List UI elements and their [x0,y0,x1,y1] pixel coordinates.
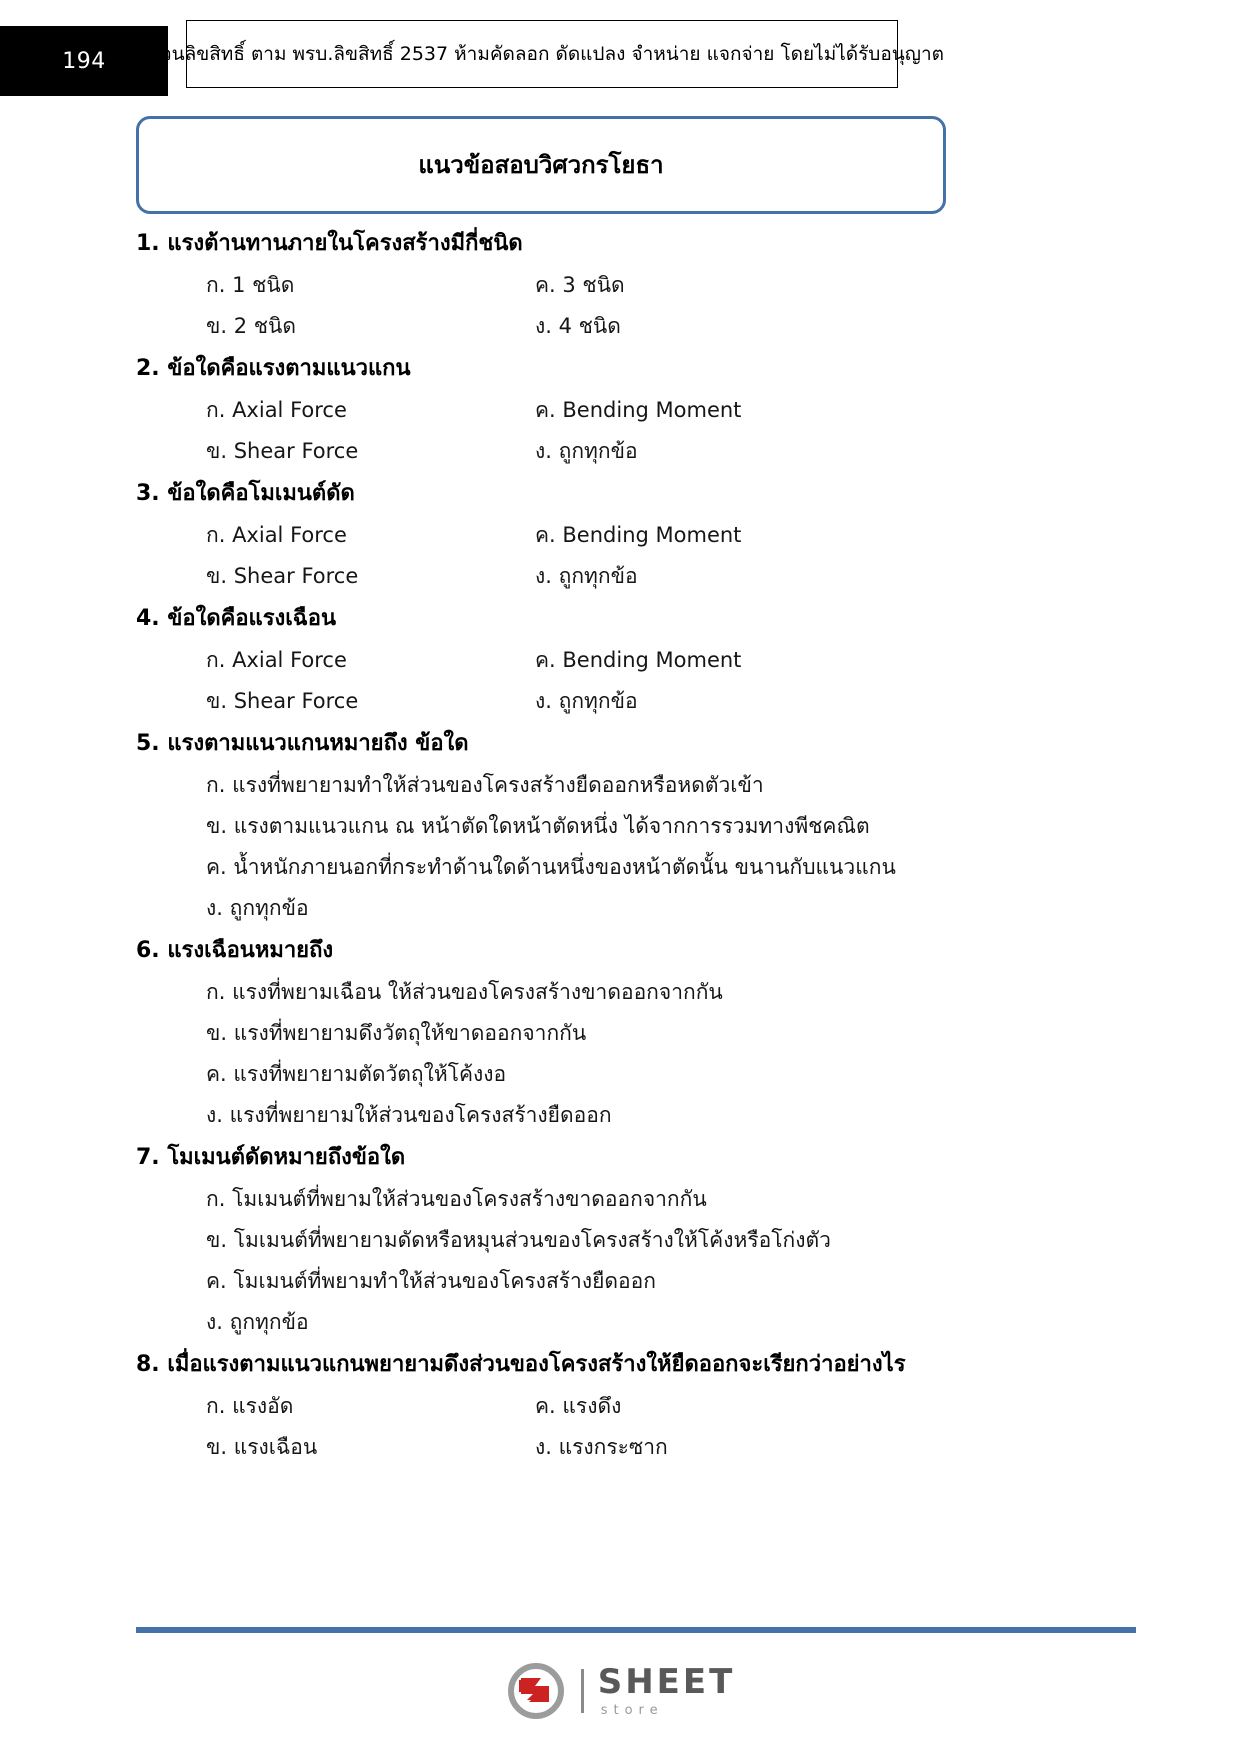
option-group [136,515,1136,597]
question-text: 1. แรงต้านทานภายในโครงสร้างมีกี่ชนิด [136,231,523,256]
page-title: แนวข้อสอบวิศวกรโยธา [418,151,664,179]
logo-wordmark [597,1662,736,1718]
logo-main-text: SHEET [597,1662,736,1702]
option-b[interactable]: ข. แรงตามแนวแกน ณ หน้าตัดใดหน้าตัดหนึ่ง ได้จากการรวมทางพีชคณิต [206,814,870,838]
copyright-notice-text: สงวนลิขสิทธิ์ ตาม พรบ.ลิขสิทธิ์ 2537 ห้ามคัดลอก ดัดแปลง จำหน่าย แจกจ่าย โดยไม่ได้รับอนุญาต [140,42,944,65]
option-c[interactable]: ค. แรงที่พยายามตัดวัตถุให้โค้งงอ [206,1062,507,1086]
option-b[interactable]: ข. Shear Force [206,564,359,588]
option-a[interactable]: ก. แรงที่พยายามทำให้ส่วนของโครงสร้างยืดออกหรือหดตัวเข้า [206,773,764,797]
option-b[interactable]: ข. แรงที่พยายามดึงวัตถุให้ขาดออกจากกัน [206,1021,587,1045]
page-number-text: 194 [62,48,106,74]
option-group [136,390,1136,472]
option-c[interactable]: ค. Bending Moment [535,648,742,672]
option-c[interactable]: ค. แรงดึง [535,1394,622,1418]
option-group [136,765,1136,929]
option-d[interactable]: ง. ถูกทุกข้อ [535,439,638,463]
option-d[interactable]: ง. ถูกทุกข้อ [206,896,309,920]
option-a[interactable]: ก. Axial Force [206,648,347,672]
option-d[interactable]: ง. แรงที่พยายามให้ส่วนของโครงสร้างยืดออก [206,1103,612,1127]
option-a[interactable]: ก. แรงอัด [206,1394,294,1418]
footer-logo [0,1660,1240,1722]
question-text: 2. ข้อใดคือแรงตามแนวแกน [136,356,411,381]
question-text: 3. ข้อใดคือโมเมนต์ดัด [136,481,355,506]
option-a[interactable]: ก. แรงที่พยามเฉือน ให้ส่วนของโครงสร้างขาดออกจากกัน [206,980,723,1004]
option-d[interactable]: ง. แรงกระซาก [535,1435,668,1459]
sheet-store-logo-icon [505,1660,567,1722]
exam-title-box [136,116,946,214]
question-item [136,1138,1136,1343]
question-item [136,474,1136,597]
logo-divider [581,1669,584,1713]
option-group [136,265,1136,347]
question-item [136,931,1136,1136]
option-a[interactable]: ก. Axial Force [206,523,347,547]
question-text: 8. เมื่อแรงตามแนวแกนพยายามดึงส่วนของโครงสร้างให้ยืดออกจะเรียกว่าอย่างไร [136,1352,906,1377]
option-d[interactable]: ง. ถูกทุกข้อ [535,689,638,713]
question-text: 6. แรงเฉือนหมายถึง [136,938,334,963]
option-group [136,640,1136,722]
question-item [136,724,1136,929]
option-c[interactable]: ค. น้ำหนักภายนอกที่กระทำด้านใดด้านหนึ่งของหน้าตัดนั้น ขนานกับแนวแกน [206,855,896,879]
option-d[interactable]: ง. 4 ชนิด [535,314,621,338]
option-c[interactable]: ค. โมเมนต์ที่พยามทำให้ส่วนของโครงสร้างยืดออก [206,1269,656,1293]
option-c[interactable]: ค. Bending Moment [535,398,742,422]
question-item [136,599,1136,722]
logo-sub-text: store [600,1703,664,1718]
option-c[interactable]: ค. 3 ชนิด [535,273,625,297]
option-group [136,1386,1136,1468]
question-item [136,1345,1136,1468]
option-b[interactable]: ข. แรงเฉือน [206,1435,318,1459]
option-b[interactable]: ข. 2 ชนิด [206,314,296,338]
question-item [136,224,1136,347]
footer-divider [136,1627,1136,1633]
option-group [136,1179,1136,1343]
option-a[interactable]: ก. โมเมนต์ที่พยามให้ส่วนของโครงสร้างขาดออกจากกัน [206,1187,707,1211]
option-b[interactable]: ข. Shear Force [206,689,359,713]
option-c[interactable]: ค. Bending Moment [535,523,742,547]
option-d[interactable]: ง. ถูกทุกข้อ [535,564,638,588]
option-b[interactable]: ข. Shear Force [206,439,359,463]
question-list [136,224,1136,1470]
question-text: 4. ข้อใดคือแรงเฉือน [136,606,337,631]
option-d[interactable]: ง. ถูกทุกข้อ [206,1310,309,1334]
question-text: 7. โมเมนต์ดัดหมายถึงข้อใด [136,1145,406,1170]
option-a[interactable]: ก. Axial Force [206,398,347,422]
page-header [0,0,1240,108]
copyright-notice-box [140,20,944,88]
question-text: 5. แรงตามแนวแกนหมายถึง ข้อใด [136,731,469,756]
option-b[interactable]: ข. โมเมนต์ที่พยายามดัดหรือหมุนส่วนของโครงสร้างให้โค้งหรือโก่งตัว [206,1228,831,1252]
option-a[interactable]: ก. 1 ชนิด [206,273,295,297]
option-group [136,972,1136,1136]
question-item [136,349,1136,472]
